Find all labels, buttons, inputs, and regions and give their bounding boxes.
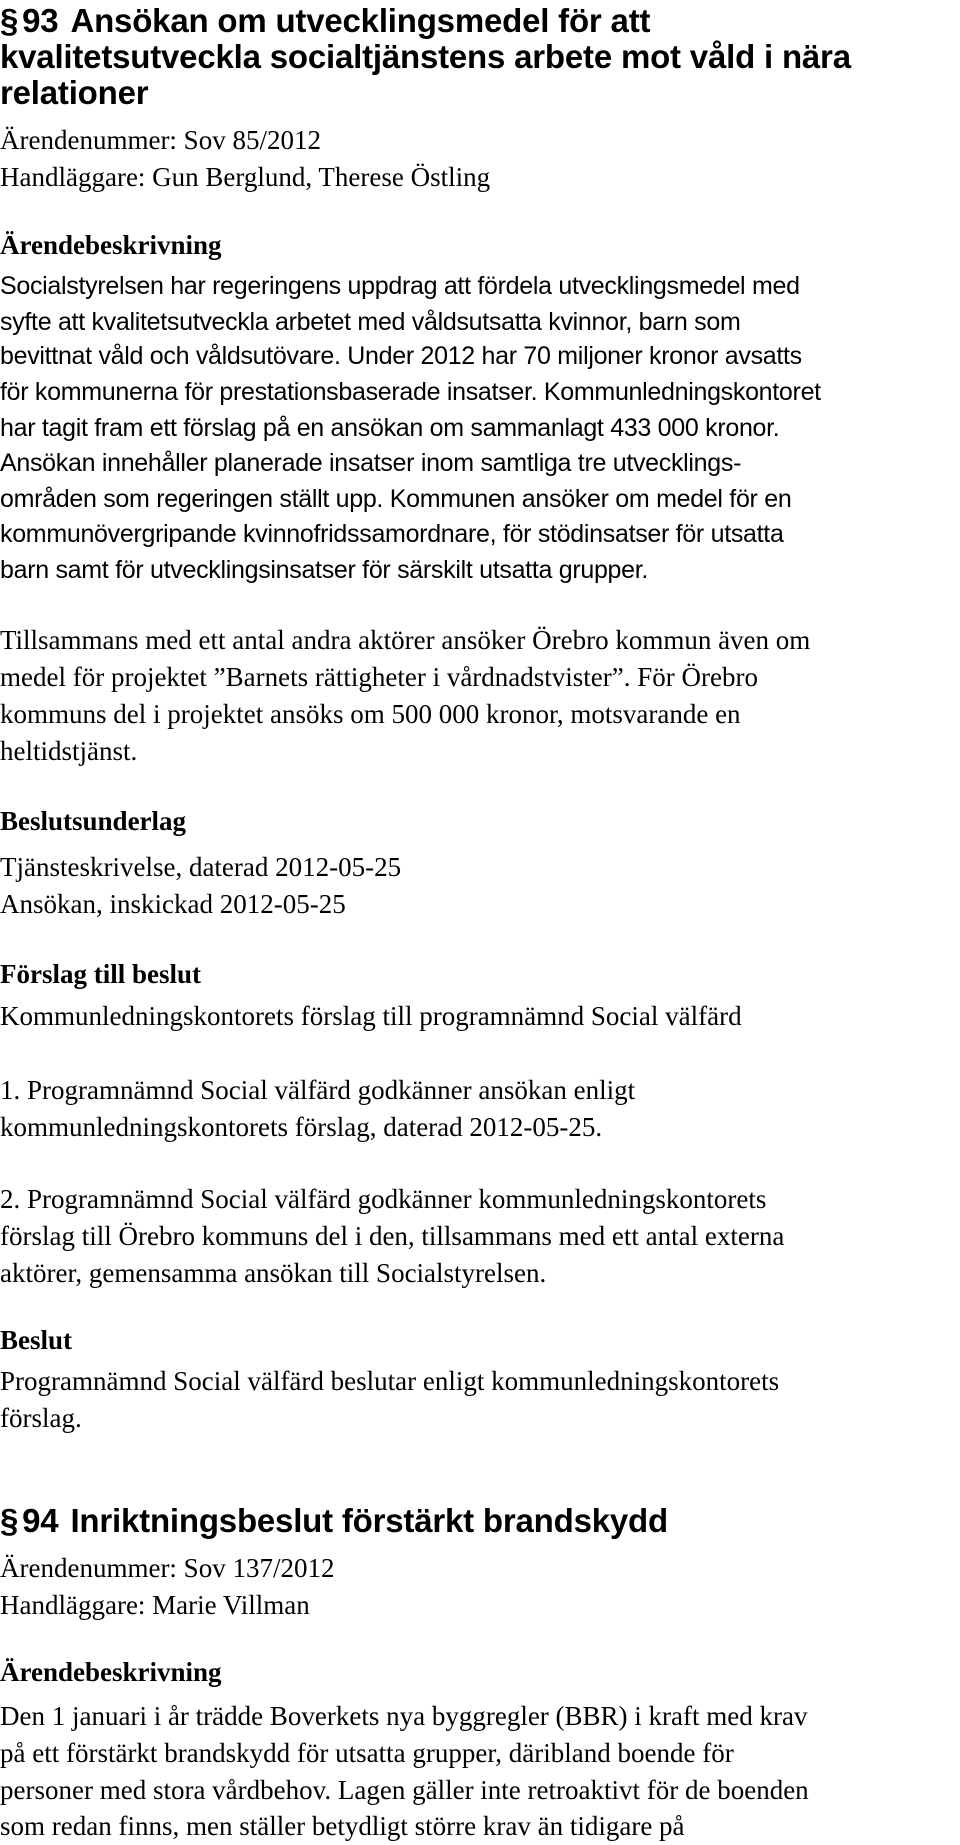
section-93-title-line-2: kvalitetsutveckla socialtjänstens arbete mot våld i nära bbox=[0, 38, 851, 75]
description-line: som redan finns, men ställer betydligt större krav än tidigare på bbox=[0, 1811, 685, 1841]
decision-heading: Beslut bbox=[0, 1325, 73, 1355]
description-line: Ansökan innehåller planerade insatser inom samtliga tre utvecklings- bbox=[0, 449, 742, 477]
description-heading: Ärendebeskrivning bbox=[0, 230, 222, 260]
case-handler: Handläggare: Marie Villman bbox=[0, 1590, 310, 1620]
paragraph-sign: § bbox=[0, 1502, 19, 1539]
section-93-title bbox=[0, 2, 650, 40]
section-94-title bbox=[0, 1502, 668, 1540]
decision-line: förslag. bbox=[0, 1403, 82, 1433]
section-number: 93 bbox=[22, 2, 59, 39]
description-paragraph-line: kommuns del i projektet ansöks om 500 000 kronor, motsvarande en bbox=[0, 699, 741, 729]
description-line: kommunövergripande kvinnofridssamordnare, för stödinsatser för utsatta bbox=[0, 520, 784, 548]
description-line: på ett förstärkt brandskydd för utsatta grupper, däribland boende för bbox=[0, 1738, 734, 1768]
description-line: personer med stora vårdbehov. Lagen gäller inte retroaktivt för de boenden bbox=[0, 1775, 809, 1805]
paragraph-sign: § bbox=[0, 2, 19, 39]
title-line: Inriktningsbeslut förstärkt brandskydd bbox=[70, 1502, 668, 1539]
description-paragraph-line: Tillsammans med ett antal andra aktörer ansöker Örebro kommun även om bbox=[0, 625, 811, 655]
title-line: Ansökan om utvecklingsmedel för att bbox=[70, 2, 651, 39]
description-line: Den 1 januari i år trädde Boverkets nya byggregler (BBR) i kraft med krav bbox=[0, 1701, 808, 1731]
description-line: områden som regeringen ställt upp. Kommunen ansöker om medel för en bbox=[0, 485, 792, 513]
description-line: för kommunerna för prestationsbaserade insatser. Kommunledningskontoret bbox=[0, 378, 821, 406]
decision-line: Programnämnd Social välfärd beslutar enligt kommunledningskontorets bbox=[0, 1366, 780, 1396]
proposal-item-2-cont: aktörer, gemensamma ansökan till Socialstyrelsen. bbox=[0, 1258, 547, 1288]
description-paragraph-line: heltidstjänst. bbox=[0, 736, 138, 766]
proposal-item-1-cont: kommunledningskontorets förslag, daterad 2012-05-25. bbox=[0, 1112, 603, 1142]
basis-line: Ansökan, inskickad 2012-05-25 bbox=[0, 889, 346, 919]
description-line: barn samt för utvecklingsinsatser för särskilt utsatta grupper. bbox=[0, 556, 649, 584]
description-line: bevittnat våld och våldsutövare. Under 2012 har 70 miljoner kronor avsatts bbox=[0, 342, 802, 370]
proposal-item-1: 1. Programnämnd Social välfärd godkänner ansökan enligt bbox=[0, 1075, 636, 1105]
basis-line: Tjänsteskrivelse, daterad 2012-05-25 bbox=[0, 852, 402, 882]
proposal-item-2-cont: förslag till Örebro kommuns del i den, tillsammans med ett antal externa bbox=[0, 1221, 785, 1251]
proposal-item-2: 2. Programnämnd Social välfärd godkänner kommunledningskontorets bbox=[0, 1184, 767, 1214]
proposal-intro: Kommunledningskontorets förslag till programnämnd Social välfärd bbox=[0, 1001, 742, 1031]
description-line: har tagit fram ett förslag på en ansökan om sammanlagt 433 000 kronor. bbox=[0, 414, 780, 442]
proposal-heading: Förslag till beslut bbox=[0, 959, 201, 989]
description-heading: Ärendebeskrivning bbox=[0, 1657, 222, 1687]
section-93-title-line-3: relationer bbox=[0, 74, 149, 111]
basis-heading: Beslutsunderlag bbox=[0, 806, 187, 836]
case-handler: Handläggare: Gun Berglund, Therese Östling bbox=[0, 162, 491, 192]
case-number: Ärendenummer: Sov 137/2012 bbox=[0, 1553, 335, 1583]
case-number: Ärendenummer: Sov 85/2012 bbox=[0, 125, 321, 155]
description-line: syfte att kvalitetsutveckla arbetet med våldsutsatta kvinnor, barn som bbox=[0, 308, 741, 336]
description-line: Socialstyrelsen har regeringens uppdrag att fördela utvecklingsmedel med bbox=[0, 272, 800, 300]
section-number: 94 bbox=[22, 1502, 59, 1539]
description-paragraph-line: medel för projektet ”Barnets rättigheter i vårdnadstvister”. För Örebro bbox=[0, 662, 758, 692]
